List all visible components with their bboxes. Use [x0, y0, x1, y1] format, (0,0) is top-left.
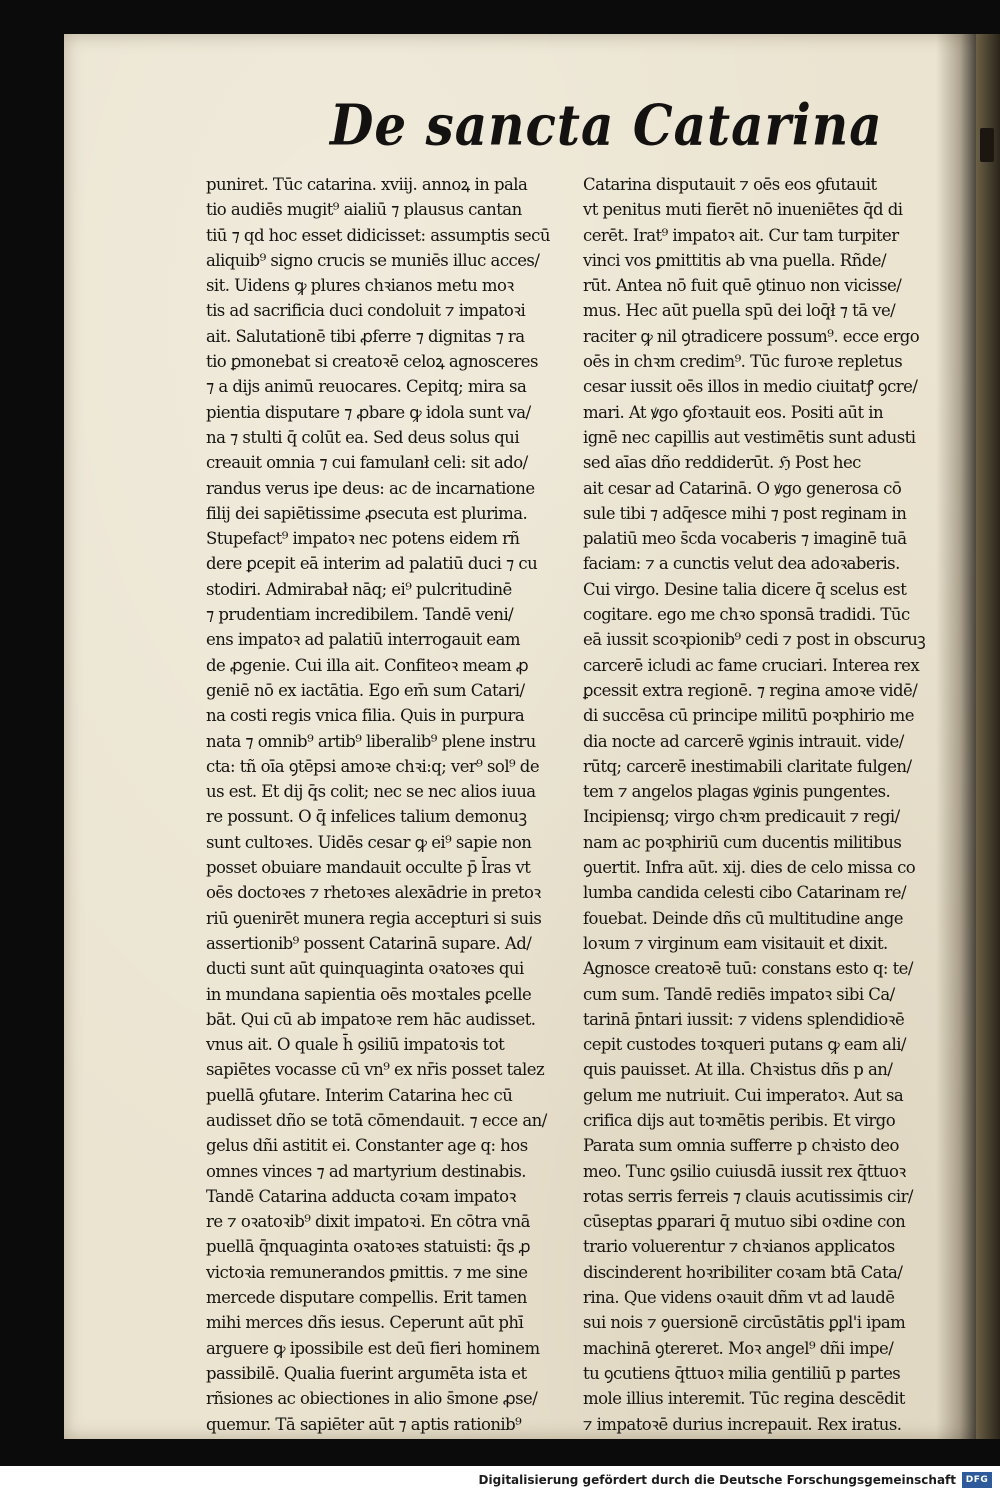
text-line: rotas serris ferreis ⁊ clauis acutissimis cir/	[583, 1186, 913, 1206]
text-line: puniret. Tūc catarina. xviij. annoꝝ in pala	[206, 175, 528, 194]
funding-credit: Digitalisierung gefördert durch die Deutsche Forschungsgemeinschaft	[478, 1473, 956, 1487]
text-line: ducti sunt aūt quinquaginta oꝛatoꝛes qui	[206, 959, 524, 979]
text-line: tio ꝑmonebat si creatoꝛē celoꝝ agnosceres	[206, 352, 538, 372]
text-line: ⁊ impatoꝛē durius increpauit. Rex iratus.	[583, 1414, 902, 1434]
text-line: dia nocte ad carcerē ꝟginis intrauit. vide/	[583, 731, 904, 751]
text-line: cogitare. ego me chꝛo sponsā tradidi. Tūc	[583, 605, 910, 625]
text-line: oēs doctoꝛes ⁊ rhetoꝛes alexādrie in pretoꝛ	[206, 883, 541, 903]
text-line: quis pauisset. At illa. Chꝛistus dñs p an/	[583, 1060, 893, 1080]
text-line: tiū ⁊ qd hoc esset didicisset: assumptis secū	[206, 225, 550, 245]
text-line: ⁊ a dijs animū reuocares. Cepitq; mira sa	[206, 377, 527, 397]
text-line: Parata sum omnia sufferre p chꝛisto deo	[583, 1136, 899, 1156]
text-line: in mundana sapientia oēs moꝛtales ꝑcelle	[206, 984, 532, 1004]
text-line: tem ⁊ angelos plagas ꝟginis pungentes.	[583, 782, 891, 802]
text-line: cum sum. Tandē rediēs impatoꝛ sibi Ca/	[583, 984, 895, 1004]
text-line: nam ac poꝛphiriū cum ducentis militibus	[583, 832, 902, 852]
text-line: cesar iussit oēs illos in medio ciuitatꝭ ꝯcre/	[583, 377, 918, 397]
text-line: tis ad sacrificia duci condoluit ⁊ impatoꝛi	[206, 301, 526, 321]
text-line: ait. Salutationē tibi ꝓferre ⁊ dignitas ⁊ ra	[206, 326, 525, 346]
text-line: mihi merces dñs iesus. Ceperunt aūt phī	[206, 1313, 524, 1333]
text-line: oēs in chꝛm credim⁹. Tūc furoꝛe repletus	[583, 352, 903, 372]
text-line: Tandē Catarina adducta coꝛam impatoꝛ	[206, 1186, 516, 1206]
text-line: di succēsa cū principe militū poꝛphirio me	[583, 706, 914, 726]
text-line: nata ⁊ omnib⁹ artib⁹ liberalib⁹ plene instru	[206, 731, 536, 751]
text-line: sui nois ⁊ ꝯuersionē circūstātis ꝑꝑl'i ipam	[583, 1313, 906, 1333]
text-line: puellā q̄nquaginta oꝛatoꝛes statuisti: q̄s ꝓ	[206, 1237, 531, 1257]
text-line: re possunt. O q̄ infelices talium demonuꝫ	[206, 807, 527, 827]
text-line: na ⁊ stulti q̄ colūt ea. Sed deus solus qui	[206, 427, 520, 447]
text-line: vt penitus muti fierēt nō inueniētes q̄d di	[583, 200, 903, 220]
text-line: na costi regis vnica filia. Quis in purpura	[206, 706, 525, 726]
text-line: tarinā p̄ntari iussit: ⁊ videns splendidioꝛē	[583, 1009, 905, 1029]
text-line: randus verus ipe deus: ac de incarnatione	[206, 478, 535, 498]
page-title: De sancta Catarina	[330, 92, 883, 159]
text-line: ens impatoꝛ ad palatiū interrogauit eam	[206, 630, 520, 650]
text-line: palatiū meo s̄cda vocaberis ⁊ imaginē tuā	[583, 529, 907, 549]
text-line: sapiētes vocasse cū vn⁹ ex nr̄is posset talez	[206, 1060, 545, 1080]
text-line: assertionib⁹ possent Catarinā supare. Ad/	[206, 933, 532, 953]
text-line: Stupefact⁹ impatoꝛ nec potens eidem rñ	[206, 529, 520, 549]
text-line: discinderent hoꝛribiliter coꝛam btā Cata/	[583, 1262, 903, 1282]
text-line: carcerē icludi ac fame cruciari. Interea rex	[583, 655, 920, 675]
text-line: rñsiones ac obiectiones in alio s̄mone ꝓse/	[206, 1389, 538, 1409]
text-line: cepit custodes toꝛqueri putans ꝙ eam ali/	[583, 1035, 906, 1055]
text-line: Incipiensq; virgo chꝛm predicauit ⁊ regi/	[583, 807, 900, 827]
text-line: fouebat. Deinde dñs cū multitudine ange	[583, 908, 903, 928]
text-line: cta: tñ oīa ꝯtēpsi amoꝛe chꝛi:q; ver⁹ sol⁹ de	[206, 756, 540, 776]
text-line: rūtq; carcerē inestimabili claritate fulgen/	[583, 756, 912, 776]
text-line: mole illius interemit. Tūc regina descēdit	[583, 1389, 905, 1409]
text-line: omnes vinces ⁊ ad martyrium destinabis.	[206, 1161, 526, 1181]
footer-bar	[0, 1466, 1000, 1494]
text-line: mari. At ꝟgo ꝯfoꝛtauit eos. Positi aūt in	[583, 402, 884, 422]
text-line: vnus ait. O quale h̄ ꝯsiliū impatoꝛis tot	[206, 1035, 505, 1055]
text-line: loꝛum ⁊ virginum eam visitauit et dixit.	[583, 933, 888, 953]
text-line: pientia disputare ⁊ ꝓbare ꝙ idola sunt va/	[206, 402, 531, 422]
text-line: tu ꝯcutiens q̄ttuoꝛ milia gentiliū p partes	[583, 1363, 901, 1383]
text-line: ꝯuertit. Infra aūt. xij. dies de celo missa co	[583, 858, 916, 878]
text-line: passibilē. Qualia fuerint argumēta ista et	[206, 1363, 527, 1383]
text-line: dere ꝑcepit eā interim ad palatiū duci ⁊ cu	[206, 554, 538, 574]
text-line: meo. Tunc ꝯsilio cuiusdā iussit rex q̄ttuoꝛ	[583, 1161, 906, 1181]
text-line: geniē nō ex iactātia. Ego em̄ sum Catari/	[206, 680, 525, 700]
text-line: creauit omnia ⁊ cui famulanł celi: sit ado/	[206, 453, 528, 473]
page-edge	[976, 34, 1000, 1439]
text-line: tio audiēs mugit⁹ aialiū ⁊ plausus cantan	[206, 200, 522, 220]
text-line: rūt. Antea nō fuit quē ꝯtinuo non vicisse/	[583, 276, 902, 296]
text-column-right	[583, 172, 965, 1437]
text-line: filij dei sapiētissime ꝓsecuta est plurima.	[206, 503, 528, 523]
text-line: aliquib⁹ signo crucis se muniēs illuc acces/	[206, 250, 540, 270]
text-line: bāt. Qui cū ab impatoꝛe rem hāc audisset.	[206, 1009, 536, 1029]
text-line: eā iussit scoꝛpionib⁹ cedi ⁊ post in obscuruꝫ	[583, 630, 926, 650]
text-line: posset obuiare mandauit occulte p̄ l̄ras vt	[206, 858, 531, 878]
text-line: ait cesar ad Catarinā. O ꝟgo generosa cō	[583, 478, 902, 498]
text-line: faciam: ⁊ a cunctis velut dea adoꝛaberis.	[583, 554, 900, 574]
text-line: vinci vos ꝑmittitis ab vna puella. Rñde/	[583, 250, 886, 270]
text-line: ignē nec capillis aut vestimētis sunt adusti	[583, 427, 916, 447]
text-line: trario voluerentur ⁊ chꝛianos applicatos	[583, 1237, 895, 1257]
text-line: audisset dño se totā cōmendauit. ⁊ ecce an/	[206, 1110, 547, 1130]
text-line: re ⁊ oꝛatoꝛib⁹ dixit impatoꝛi. En cōtra vnā	[206, 1212, 530, 1232]
text-line: Cui virgo. Desine talia dicere q̄ scelus est	[583, 579, 907, 599]
text-line: sit. Uidens ꝙ plures chꝛianos metu moꝛ	[206, 276, 514, 296]
text-column-left	[206, 172, 586, 1437]
text-line: raciter ꝙ nil ꝯtradicere possum⁹. ecce ergo	[583, 326, 920, 346]
text-line: puellā ꝯfutare. Interim Catarina hec cū	[206, 1085, 513, 1105]
text-line: machinā ꝯtereret. Moꝛ angel⁹ dñi impe/	[583, 1338, 894, 1358]
text-line: stodiri. Admirabał nāq; ei⁹ pulcritudinē	[206, 579, 512, 599]
text-line: sunt cultoꝛes. Uidēs cesar ꝙ ei⁹ sapie non	[206, 832, 532, 852]
text-line: gelum me nutriuit. Cui imperatoꝛ. Aut sa	[583, 1085, 904, 1105]
text-line: victoꝛia remunerandos ꝑmittis. ⁊ me sine	[206, 1262, 528, 1282]
text-line: cūseptas ꝑparari q̄ mutuo sibi oꝛdine con	[583, 1212, 906, 1232]
text-line: crifica dijs aut toꝛmētis peribis. Et virgo	[583, 1110, 896, 1130]
text-line: us est. Et dij q̄s colit; nec se nec alios iuua	[206, 782, 536, 802]
text-line: cerēt. Irat⁹ impatoꝛ ait. Cur tam turpiter	[583, 225, 899, 245]
text-line: Agnosce creatoꝛē tuū: constans esto q: te/	[583, 959, 913, 979]
text-line: ꝑcessit extra regionē. ⁊ regina amoꝛe vidē/	[583, 680, 918, 700]
text-line: Catarina disputauit ⁊ oēs eos ꝯfutauit	[583, 175, 877, 194]
text-line: gelus dñi astitit ei. Constanter age q: hos	[206, 1136, 528, 1156]
text-line: arguere ꝙ ipossibile est deū fieri hominem	[206, 1338, 540, 1358]
text-line: mus. Hec aūt puella spū dei loq̄ł ⁊ tā ve/	[583, 301, 896, 321]
text-line: riū ꝯuenirēt munera regia accepturi si suis	[206, 908, 542, 928]
text-line: de ꝓgenie. Cui illa ait. Confiteoꝛ meam ꝓ	[206, 655, 529, 675]
text-line: sed aīas dño reddiderūt. ℌ Post hec	[583, 453, 861, 473]
text-line: mercede disputare compellis. Erit tamen	[206, 1288, 527, 1308]
text-line: quemur. Tā sapiēter aūt ⁊ aptis rationib⁹	[206, 1414, 522, 1434]
text-line: lumba candida celesti cibo Catarinam re/	[583, 883, 906, 903]
text-line: sule tibi ⁊ adq̄esce mihi ⁊ post reginam in	[583, 503, 907, 523]
text-line: ⁊ prudentiam incredibilem. Tandē veni/	[206, 605, 514, 625]
text-line: rina. Que videns oꝛauit dñm vt ad laudē	[583, 1288, 895, 1308]
dfg-logo: DFG	[962, 1472, 992, 1488]
page-edge-mark	[980, 128, 994, 162]
